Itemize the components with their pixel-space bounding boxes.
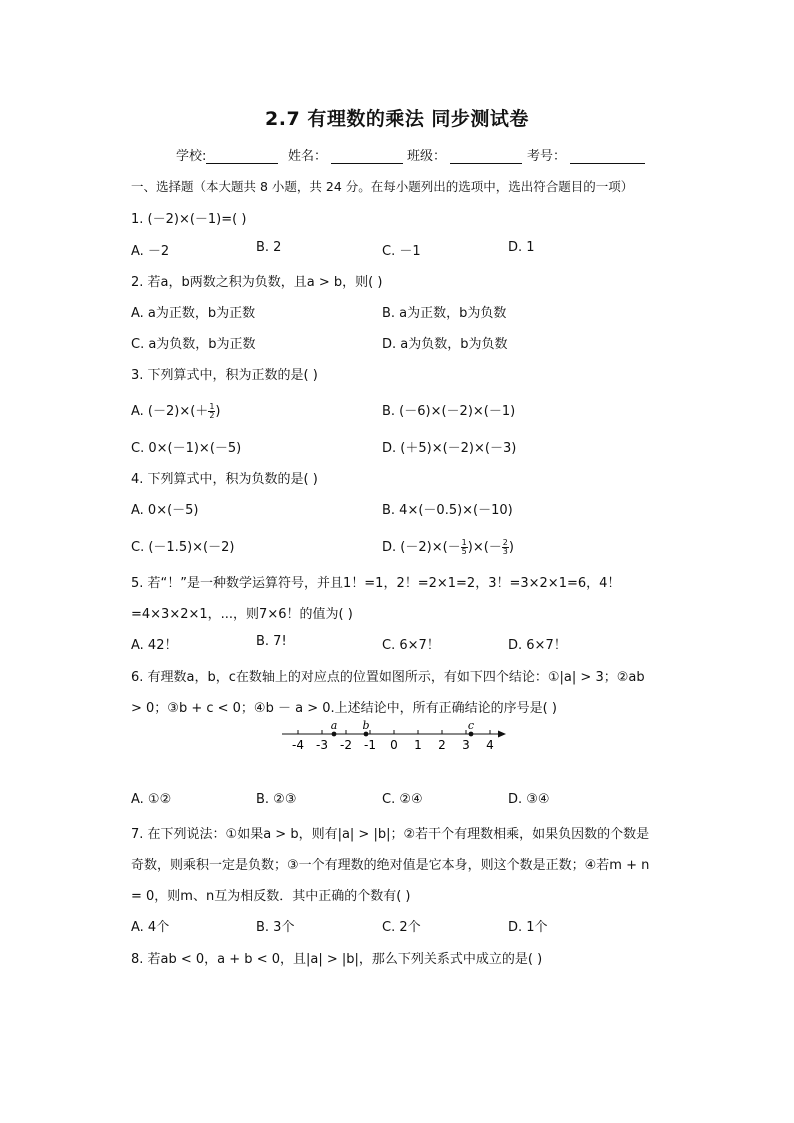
name-label: 姓名： [288, 149, 328, 164]
question-5-option-c: C. 6×7！ [382, 638, 440, 653]
tick-label: -1 [364, 738, 376, 752]
fraction-numerator: 1 [461, 538, 467, 547]
tick-label: -3 [316, 738, 328, 752]
class-blank [450, 149, 522, 164]
fraction-numerator: 2 [502, 538, 508, 547]
question-7-stem-line-1: 7. 在下列说法：①如果a > b，则有|a| > |b|；②若干个有理数相乘，如果负因数的个数是 [131, 827, 650, 842]
question-5-stem-line-1: 5. 若“！”是一种数学运算符号，并且1！=1，2！=2×1=2，3！=3×2×1=6，4！ [131, 576, 621, 591]
tick-labels [292, 738, 494, 752]
page-title: 2.7 有理数的乘法 同步测试卷 [265, 108, 529, 130]
arrow-head-icon [498, 731, 506, 738]
question-7-stem-line-2: 奇数，则乘积一定是负数；③一个有理数的绝对值是它本身，则这个数是正数；④若m + n [131, 858, 650, 873]
question-5-stem-line-2: =4×3×2×1，...，则7×6！的值为( ) [131, 607, 353, 622]
tick-label: 3 [462, 738, 470, 752]
question-6-option-c: C. ②④ [382, 792, 423, 807]
question-4-option-d-close: ) [508, 540, 514, 555]
question-5-option-d: D. 6×7！ [508, 638, 567, 653]
point-c-label: c [467, 719, 475, 732]
tick-label: 0 [390, 738, 398, 752]
question-7-stem-line-3: = 0，则m、n互为相反数．其中正确的个数有( ) [131, 889, 411, 904]
question-4-option-d-text: D. (－2)×(－ [382, 540, 461, 555]
point-a-marker [332, 732, 337, 737]
point-c-marker [469, 732, 474, 737]
question-4-option-d [382, 536, 514, 556]
question-2-option-a: A. a为正数，b为正数 [131, 306, 256, 321]
question-3-option-a [131, 400, 220, 420]
question-2-option-d: D. a为负数，b为负数 [382, 337, 508, 352]
question-3-stem: 3. 下列算式中，积为正数的是( ) [131, 368, 318, 383]
question-4-option-d-mid: )×(－ [467, 540, 502, 555]
question-3-option-a-text: A. (－2)×(＋ [131, 404, 209, 419]
tick-label: 4 [486, 738, 494, 752]
class-label: 班级： [407, 149, 447, 164]
name-blank [331, 149, 403, 164]
question-3-option-c: C. 0×(－1)×(－5) [131, 441, 242, 456]
school-field [176, 145, 278, 164]
question-6-option-a: A. ①② [131, 792, 172, 807]
question-1-option-c: C. －1 [382, 244, 421, 259]
question-5-option-b: B. 7! [256, 634, 287, 649]
question-1-option-a: A. －2 [131, 244, 170, 259]
question-6-stem-line-2: > 0；③b + c < 0；④b － a > 0.上述结论中，所有正确结论的序号是( ) [131, 701, 557, 716]
tick-label: -4 [292, 738, 304, 752]
question-1-option-b: B. 2 [256, 240, 282, 255]
tick-marks [298, 730, 490, 734]
tick-label: 1 [414, 738, 422, 752]
section-heading: 一、选择题（本大题共 8 小题，共 24 分。在每小题列出的选项中，选出符合题目的一项） [131, 179, 634, 194]
name-field [288, 145, 403, 164]
question-4-option-c: C. (－1.5)×(－2) [131, 540, 235, 555]
fraction-numerator: 1 [209, 402, 215, 411]
fraction-denominator: 5 [461, 547, 467, 556]
question-2-stem: 2. 若a，b两数之积为负数，且a > b，则( ) [131, 275, 383, 290]
question-2-option-c: C. a为负数，b为正数 [131, 337, 256, 352]
question-1-stem: 1. (－2)×(－1)=( ) [131, 212, 247, 227]
tick-label: 2 [438, 738, 446, 752]
question-4-option-b: B. 4×(－0.5)×(－10) [382, 503, 513, 518]
question-7-option-c: C. 2个 [382, 920, 421, 935]
question-1-option-d: D. 1 [508, 240, 535, 255]
question-2-option-b: B. a为正数，b为负数 [382, 306, 507, 321]
question-7-option-b: B. 3个 [256, 920, 295, 935]
fraction [502, 539, 509, 556]
number-label: 考号： [527, 149, 567, 164]
school-blank [206, 149, 278, 164]
question-6-stem-line-1: 6. 有理数a，b，c在数轴上的对应点的位置如图所示，有如下四个结论：①|a| > 3；②ab [131, 670, 645, 685]
question-4-stem: 4. 下列算式中，积为负数的是( ) [131, 472, 318, 487]
question-3-option-d: D. (＋5)×(－2)×(－3) [382, 441, 517, 456]
class-field [407, 145, 522, 164]
question-6-option-d: D. ③④ [508, 792, 550, 807]
question-7-option-a: A. 4个 [131, 920, 170, 935]
number-blank [570, 149, 645, 164]
question-8-stem: 8. 若ab < 0，a + b < 0，且|a| > |b|，那么下列关系式中成立的是( ) [131, 952, 543, 967]
question-3-option-b: B. (－6)×(－2)×(－1) [382, 404, 516, 419]
question-3-option-a-close: ) [215, 404, 221, 419]
fraction-denominator: 3 [502, 547, 508, 556]
fraction [461, 539, 468, 556]
school-label: 学校: [176, 149, 207, 164]
number-field [527, 145, 645, 164]
point-b-label: b [362, 719, 370, 732]
number-line-figure [280, 716, 515, 756]
point-a-label: a [330, 719, 338, 732]
question-4-option-a: A. 0×(－5) [131, 503, 199, 518]
question-6-option-b: B. ②③ [256, 792, 297, 807]
fraction-denominator: 2 [209, 411, 215, 420]
question-5-option-a: A. 42！ [131, 638, 178, 653]
point-b-marker [364, 732, 369, 737]
question-7-option-d: D. 1个 [508, 920, 548, 935]
tick-label: -2 [340, 738, 352, 752]
